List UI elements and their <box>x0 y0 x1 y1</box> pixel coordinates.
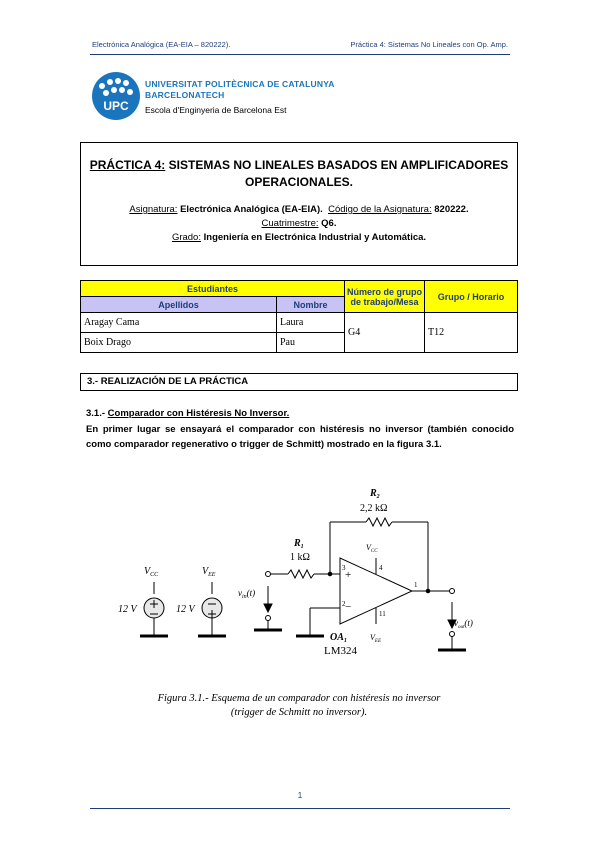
header-divider <box>90 54 510 55</box>
group-number-cell: G4 <box>345 313 425 353</box>
r1-resistor <box>288 570 314 578</box>
pin1-label: 1 <box>414 581 418 589</box>
vin-label: $v_{in}(t)$ <box>238 588 256 600</box>
surname-header: Apellidos <box>81 297 277 313</box>
vee-source-label: $V_{EE}$ <box>202 566 216 578</box>
practice-title <box>81 157 517 191</box>
group-number-header: Número de grupo de trabajo/Mesa <box>345 281 425 313</box>
vee-source <box>198 582 226 636</box>
practice-title-rest: SISTEMAS NO LINEALES BASADOS EN AMPLIFICADORES OPERACIONALES. <box>165 158 509 189</box>
footer-divider <box>90 808 510 809</box>
title-box <box>80 142 518 266</box>
pin4-label: 4 <box>379 564 383 572</box>
practice-title-prefix: PRÁCTICA 4: <box>89 158 166 172</box>
subject-value: Electrónica Analógica (EA-EIA). <box>177 204 323 215</box>
pin11-label: 11 <box>379 610 386 618</box>
name-header: Nombre <box>277 297 345 313</box>
caption-line2: (trigger de Schmitt no inversor). <box>230 707 368 718</box>
header-left: Electrónica Analógica (EA-EIA – 820222). <box>92 40 231 49</box>
pin3-label: 3 <box>342 564 346 572</box>
circuit-diagram <box>118 478 473 680</box>
subsection-name: Comparador con Histéresis No Inversor. <box>107 408 290 419</box>
semester-value: Q6. <box>318 218 337 229</box>
caption-line1: Figura 3.1.- Esquema de un comparador con histéresis no inversor <box>157 693 441 704</box>
subject-label: Asignatura: <box>129 204 178 215</box>
opamp-model: LM324 <box>324 645 357 657</box>
plus-sign: + <box>345 569 352 581</box>
vcc-source-label: $V_{CC}$ <box>144 566 159 578</box>
logo-text: UPC <box>103 99 129 113</box>
table-row <box>81 313 518 333</box>
students-header: Estudiantes <box>81 281 345 297</box>
degree-value: Ingeniería en Electrónica Industrial y Automática. <box>200 232 427 243</box>
schedule-header: Grupo / Horario <box>425 281 518 313</box>
degree-label: Grado: <box>171 232 201 243</box>
semester-line <box>81 217 517 231</box>
page-number: 1 <box>297 791 303 800</box>
pin2-label: 2 <box>342 600 346 608</box>
section-title: 3.- REALIZACIÓN DE LA PRÁCTICA <box>80 373 518 391</box>
schedule-cell: T12 <box>425 313 518 353</box>
figure-caption <box>80 692 518 720</box>
vout-label: $v_{out}(t)$ <box>454 618 473 630</box>
university-name: UNIVERSITAT POLITÈCNICA DE CATALUNYA <box>145 79 335 89</box>
r1-value: 1 kΩ <box>290 552 310 563</box>
practice-meta <box>81 203 517 245</box>
r2-label: $R_2$ <box>370 488 380 500</box>
upc-logo <box>92 72 140 120</box>
header-right: Práctica 4: Sistemas No Lineales con Op. Amp. <box>350 40 508 49</box>
minus-sign: − <box>345 601 352 613</box>
r1-label: $R_1$ <box>294 538 304 550</box>
code-value: 820222. <box>431 204 469 215</box>
r2-resistor <box>366 518 392 526</box>
school-name: Escola d'Enginyeria de Barcelona Est <box>145 105 287 115</box>
semester-label: Cuatrimestre: <box>261 218 319 229</box>
name-cell: Pau <box>277 333 345 353</box>
subsection-title <box>86 408 289 419</box>
opamp-vee: $V_{EE}$ <box>370 633 381 644</box>
opamp-vcc: $V_{CC}$ <box>366 543 378 554</box>
src2-value: 12 V <box>176 604 195 615</box>
section-paragraph: En primer lugar se ensayará el comparador con histéresis no inversor (también conocido como comparador regenerativo o trigger de Schmitt) mostrado en la figura 3.1. <box>86 424 514 450</box>
opamp-name: $OA_1$ <box>330 632 347 644</box>
src1-value: 12 V <box>118 604 137 615</box>
vcc-source <box>140 582 168 636</box>
students-table <box>80 280 518 353</box>
university-subname: BARCELONATECH <box>145 90 225 100</box>
surname-cell: Boix Drago <box>81 333 277 353</box>
subject-line <box>81 203 517 217</box>
degree-line <box>81 231 517 245</box>
surname-cell: Aragay Cama <box>81 313 277 333</box>
name-cell: Laura <box>277 313 345 333</box>
subsection-number: 3.1.- <box>86 408 106 419</box>
code-label: Código de la Asignatura: <box>328 204 432 215</box>
r2-value: 2,2 kΩ <box>360 503 388 514</box>
